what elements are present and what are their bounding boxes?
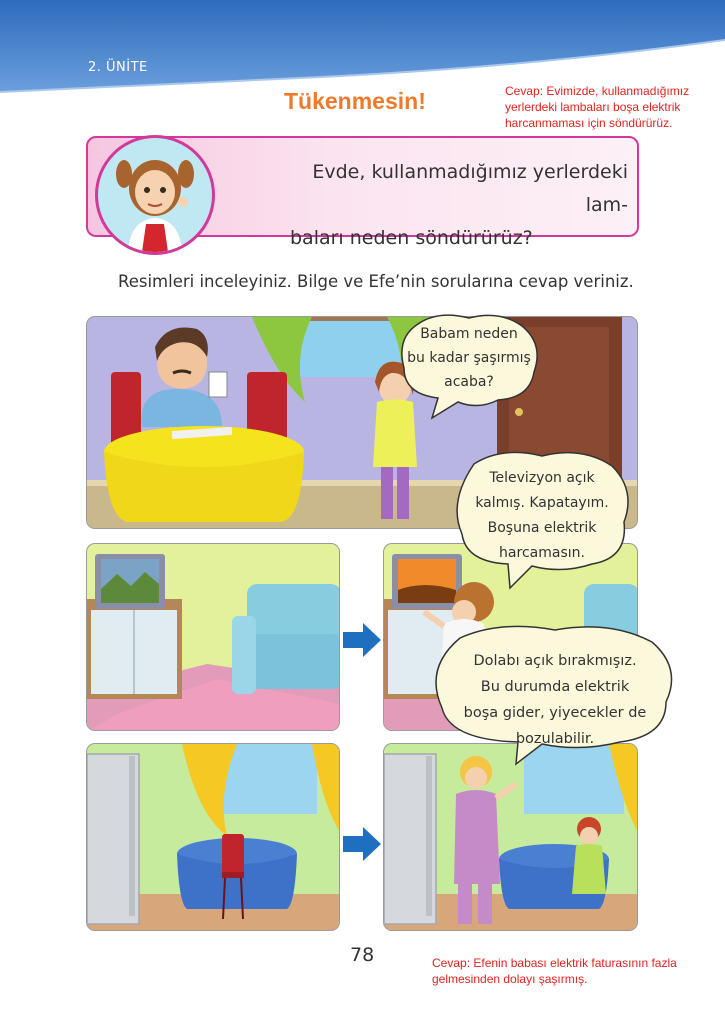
- bubble-line: Bu durumda elektrik: [480, 679, 630, 695]
- scene-mother-fridge: [383, 743, 638, 931]
- speech-bubble-mother: [430, 618, 680, 764]
- bubble-line: boşa gider, yiyecekler de: [463, 705, 647, 721]
- answer-top: [505, 83, 715, 131]
- bubble-text: [398, 322, 540, 394]
- instruction-text: Resimleri inceleyiniz. Bilge ve Efe’nin sorularına cevap veriniz.: [118, 272, 634, 291]
- answer-bottom: [432, 955, 702, 987]
- answer-line: Cevap: Evimizde, kullanmadığımız: [505, 84, 690, 98]
- header-band: [0, 0, 725, 95]
- bubble-line: bu kadar şaşırmış: [407, 350, 531, 366]
- unit-label: 2. ÜNİTE: [88, 60, 148, 75]
- answer-line: yerlerdeki lambaları boşa elektrik: [505, 100, 681, 114]
- question-line: baları neden söndürürüz?: [290, 227, 533, 249]
- answer-line: harcanmaması için söndürürüz.: [505, 116, 673, 130]
- bubble-line: acaba?: [444, 374, 494, 390]
- speech-bubble-boy: [452, 450, 632, 588]
- scene-tv-room: [86, 543, 340, 731]
- speech-bubble-girl: [398, 314, 540, 419]
- arrow-right-icon: [341, 622, 383, 658]
- page-number: 78: [350, 944, 375, 966]
- bubble-line: bozulabilir.: [515, 731, 595, 747]
- scene-fridge-dining: [86, 743, 340, 931]
- bubble-line: kalmış. Kapatayım.: [475, 495, 609, 511]
- girl-avatar: [95, 135, 215, 255]
- bubble-line: Babam neden: [420, 326, 518, 342]
- page-title: Tükenmesin!: [284, 88, 426, 114]
- bubble-line: Boşuna elektrik: [487, 520, 597, 536]
- bubble-line: Televizyon açık: [489, 470, 595, 486]
- question-line: Evde, kullanmadığımız yerlerdeki lam-: [312, 161, 628, 216]
- bubble-line: harcamasın.: [499, 545, 585, 561]
- bubble-text: [430, 648, 680, 752]
- bubble-line: Dolabı açık bırakmışız.: [473, 653, 637, 669]
- answer-line: Cevap: Efenin babası elektrik faturasının fazla: [432, 956, 677, 970]
- question-text: [288, 156, 628, 255]
- bubble-text: [452, 466, 632, 566]
- answer-line: gelmesinden dolayı şaşırmış.: [432, 972, 588, 986]
- arrow-right-icon: [341, 826, 383, 862]
